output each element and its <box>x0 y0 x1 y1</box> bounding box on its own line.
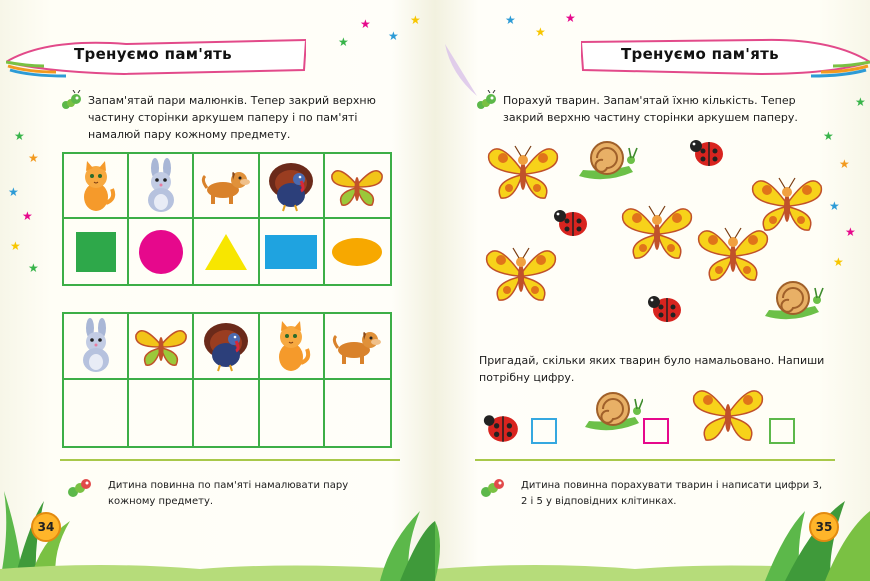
star-icon: ★ <box>829 199 840 213</box>
question-text: Пригадай, скільки яких тварин було намальовано. Напиши потрібну цифру. <box>479 354 825 384</box>
title-banner <box>6 36 306 78</box>
grid-cell <box>129 314 194 380</box>
drawing-cell[interactable] <box>129 380 194 446</box>
grid-cell <box>194 154 259 219</box>
cat-picture <box>271 319 311 373</box>
ladybug-picture <box>648 296 681 322</box>
ladybug-picture <box>690 140 723 166</box>
star-icon: ★ <box>28 151 39 165</box>
grid-cell <box>194 314 259 380</box>
grass-decoration <box>435 491 870 581</box>
bottom-picture-grid <box>62 312 392 448</box>
butterfly-count-box[interactable] <box>769 418 795 444</box>
star-icon: ★ <box>10 239 21 253</box>
star-icon: ★ <box>505 13 516 27</box>
butterfly-picture <box>623 206 692 258</box>
grid-cell <box>64 154 129 219</box>
orange-ellipse <box>332 238 382 266</box>
dog-picture <box>199 166 253 206</box>
top-picture-grid <box>62 152 392 286</box>
instruction-text: Запам'ятай пари малюнків. Тепер закрий верхню частину сторінки аркушем паперу і по пам'яті намалюй пару кожному предмету. <box>88 94 376 141</box>
star-icon: ★ <box>535 25 546 39</box>
ladybug-picture <box>554 210 587 236</box>
cat-picture <box>76 159 116 213</box>
star-icon: ★ <box>360 17 371 31</box>
butterfly-picture <box>328 163 386 209</box>
butterfly-answer-picture <box>691 376 765 446</box>
rabbit-picture <box>74 318 118 374</box>
grid-cell <box>129 219 194 284</box>
turkey-picture <box>265 159 317 213</box>
page-number <box>31 512 61 542</box>
page-number-text: 35 <box>815 520 833 534</box>
grid-cell <box>260 154 325 219</box>
turkey-picture <box>200 319 252 373</box>
star-icon: ★ <box>855 95 866 109</box>
grass-decoration <box>0 491 435 581</box>
star-icon: ★ <box>8 185 19 199</box>
animal-counting-scene <box>475 129 835 338</box>
star-icon: ★ <box>410 13 421 27</box>
butterfly-picture <box>699 228 768 280</box>
star-icon: ★ <box>823 129 834 143</box>
grid-cell <box>129 154 194 219</box>
star-icon: ★ <box>833 255 844 269</box>
star-icon: ★ <box>845 225 856 239</box>
footer-divider <box>475 459 835 461</box>
parent-note: Дитина повинна по пам'яті намалювати пару кожному предмету. <box>108 480 349 507</box>
drawing-cell[interactable] <box>194 380 259 446</box>
page-number-text: 34 <box>37 520 55 534</box>
butterfly-picture <box>489 146 558 198</box>
pink-circle <box>139 230 183 274</box>
butterfly-picture <box>132 323 190 369</box>
footer-divider <box>60 459 400 461</box>
rabbit-picture <box>139 158 183 214</box>
instruction-text: Порахуй тварин. Запам'ятай їхню кількість. Тепер закрий верхню частину сторінки аркушем паперу. <box>503 94 798 124</box>
caterpillar-icon <box>475 90 497 112</box>
green-square <box>76 232 116 272</box>
yellow-triangle <box>203 232 249 272</box>
ladybug-answer-picture <box>483 412 523 446</box>
parent-note: Дитина повинна порахувати тварин і написати цифри 3, 2 і 5 у відповідних клітинках. <box>521 480 823 507</box>
right-page <box>435 0 870 581</box>
star-icon: ★ <box>839 157 850 171</box>
star-icon: ★ <box>14 129 25 143</box>
caterpillar-icon <box>60 90 82 112</box>
grid-cell <box>325 219 390 284</box>
grid-cell <box>260 314 325 380</box>
page-number <box>809 512 839 542</box>
snail-picture <box>579 142 637 179</box>
butterfly-picture <box>753 178 822 230</box>
snail-picture <box>765 282 823 319</box>
page-title: Тренуємо пам'ять <box>74 45 232 63</box>
drawing-cell[interactable] <box>325 380 390 446</box>
star-icon: ★ <box>28 261 39 275</box>
snail-answer-picture <box>579 386 643 442</box>
drawing-cell[interactable] <box>64 380 129 446</box>
drawing-cell[interactable] <box>260 380 325 446</box>
title-banner <box>581 36 870 78</box>
grid-cell <box>194 219 259 284</box>
grid-cell <box>325 154 390 219</box>
snail-count-box[interactable] <box>643 418 669 444</box>
star-icon: ★ <box>22 209 33 223</box>
blue-rectangle <box>265 235 317 269</box>
star-icon: ★ <box>388 29 399 43</box>
page-title: Тренуємо пам'ять <box>621 45 779 63</box>
star-icon: ★ <box>338 35 349 49</box>
grid-cell <box>325 314 390 380</box>
grid-cell <box>64 219 129 284</box>
butterfly-picture <box>487 248 556 300</box>
dog-picture <box>330 326 384 366</box>
star-icon: ★ <box>565 11 576 25</box>
grid-cell <box>64 314 129 380</box>
grid-cell <box>260 219 325 284</box>
ladybug-count-box[interactable] <box>531 418 557 444</box>
